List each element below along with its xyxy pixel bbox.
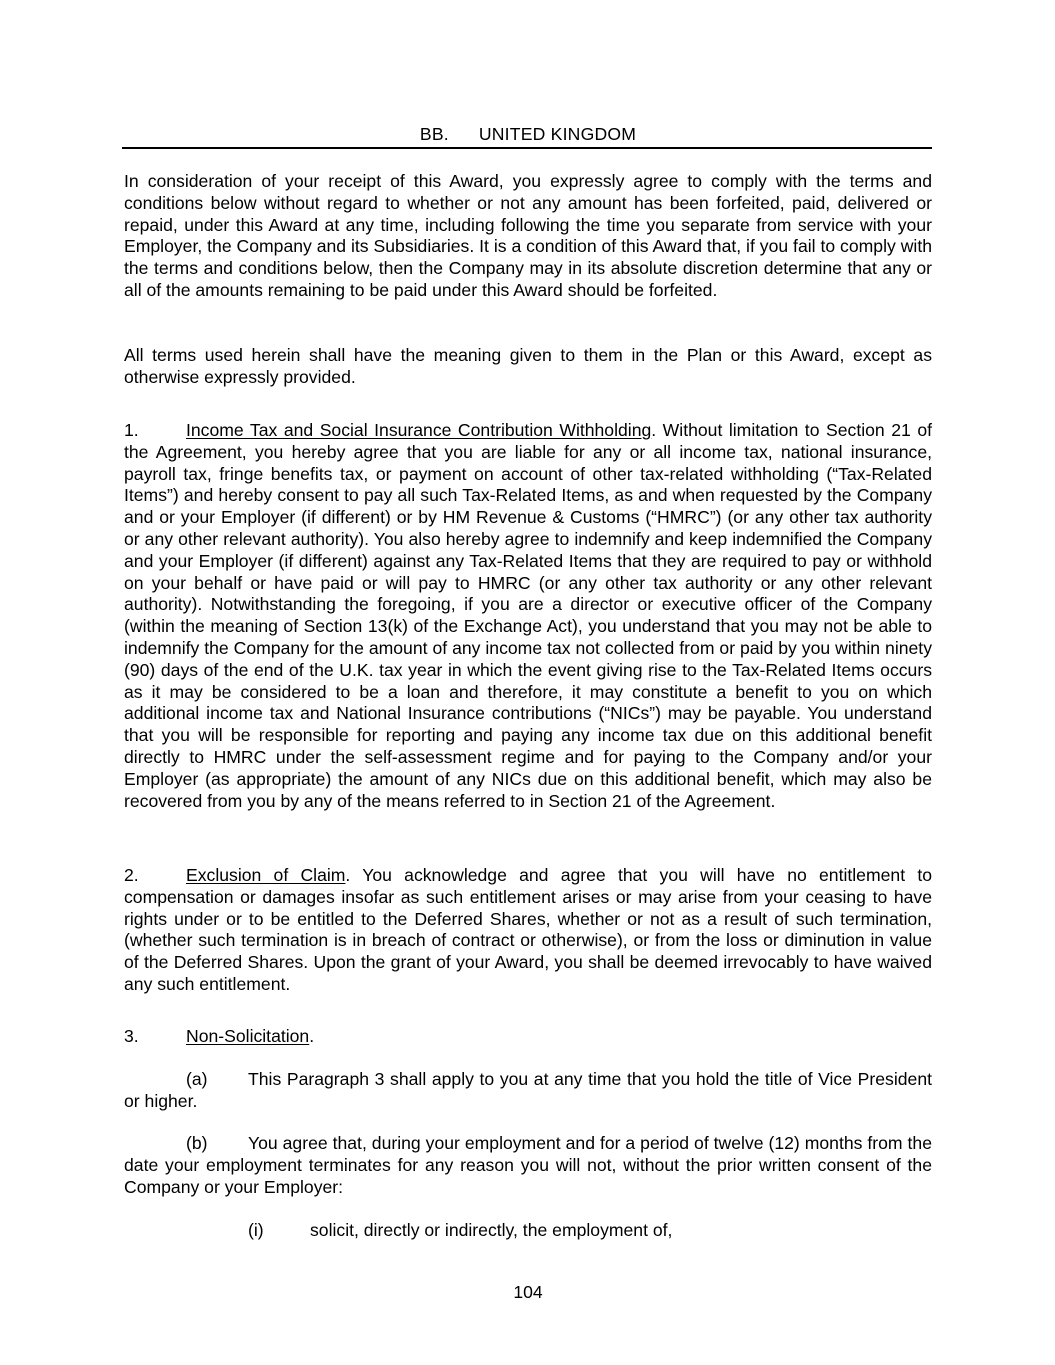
subsection-a-label: (a) bbox=[186, 1069, 208, 1089]
subsection-b bbox=[124, 1133, 932, 1198]
section-heading bbox=[124, 124, 932, 146]
subsection-b-text: You agree that, during your employment and for a period of twelve (12) months from the date your employment terminates for any reason you will not, without the prior written consent of the Company or your Employer: bbox=[124, 1133, 932, 1197]
section-1-paragraph bbox=[124, 420, 932, 812]
item-i-text: solicit, directly or indirectly, the employment of, bbox=[310, 1220, 673, 1240]
heading-rule bbox=[122, 147, 932, 149]
item-i bbox=[248, 1220, 672, 1242]
intro-paragraph-1: In consideration of your receipt of this Award, you expressly agree to comply with the terms and conditions below without regard to whether or not any amount has been forfeited, paid, delivered or repaid, under this Award at any time, including following the time you separate from service with your Employer, the Company and its Subsidiaries. It is a condition of this Award that, if you fail to comply with the terms and conditions below, then the Company may in its absolute discretion determine that any or all of the amounts remaining to be paid under this Award should be forfeited. bbox=[124, 171, 932, 300]
item-i-label: (i) bbox=[248, 1220, 264, 1240]
section-3-paragraph bbox=[124, 1026, 932, 1048]
section-title: UNITED KINGDOM bbox=[478, 124, 637, 144]
section-3-title: Non-Solicitation bbox=[186, 1026, 310, 1046]
section-2-text: . You acknowledge and agree that you will have no entitlement to compensation or damages insofar as such entitlement arises or may arise from your ceasing to have rights under or to be entitled to the Deferred Shares, whether or not as a result of such termination, (whether such termination is in breach of contract or otherwise), or from the loss or diminution in value of the Deferred Shares. Upon the grant of your Award, you shall be deemed irrevocably to have waived any such entitlement. bbox=[124, 865, 932, 994]
section-2-paragraph bbox=[124, 865, 932, 996]
section-letter: BB. bbox=[419, 124, 449, 144]
subsection-a bbox=[124, 1069, 932, 1113]
section-2-title: Exclusion of Claim bbox=[186, 865, 346, 885]
subsection-b-label: (b) bbox=[186, 1133, 208, 1153]
section-1-number: 1. bbox=[124, 420, 139, 440]
section-3-number: 3. bbox=[124, 1026, 139, 1046]
section-3-text: . bbox=[309, 1026, 315, 1046]
section-2-number: 2. bbox=[124, 865, 139, 885]
section-1-title: Income Tax and Social Insurance Contribution Withholding bbox=[186, 420, 652, 440]
intro-paragraph-2: All terms used herein shall have the meaning given to them in the Plan or this Award, except as otherwise expressly provided. bbox=[124, 345, 932, 387]
page-number: 104 bbox=[513, 1282, 543, 1302]
subsection-a-text: This Paragraph 3 shall apply to you at any time that you hold the title of Vice President or higher. bbox=[124, 1069, 932, 1111]
section-1-text: . Without limitation to Section 21 of the Agreement, you hereby agree that you are liable for any or all income tax, national insurance, payroll tax, fringe benefits tax, or payment on account of other tax-related withholding (“Tax-Related Items”) and hereby consent to pay all such Tax-Related Items, as and when requested by the Company and or your Employer (if different) or by HM Revenue & Customs (“HMRC”) (or any other tax authority or any other relevant authority). You also hereby agree to indemnify and keep indemnified the Company and your Employer (if different) against any Tax-Related Items that they are required to pay or withhold on your behalf or have paid or will pay to HMRC (or any other tax authority or any other relevant authority). Notwithstanding the foregoing, if you are a director or executive officer of the Company (within the meaning of Section 13(k) of the Exchange Act), you understand that you may not be able to indemnify the Company for the amount of any income tax not collected from or paid by you within ninety (90) days of the end of the U.K. tax year in which the event giving rise to the Tax-Related Items occurs as it may be considered to be a loan and therefore, it may constitute a benefit to you on which additional income tax and National Insurance contributions (“NICs”) may be payable. You understand that you will be responsible for reporting and paying any income tax due on this additional benefit directly to HMRC under the self-assessment regime and for paying to the Company and/or your Employer (as appropriate) the amount of any NICs due on this additional benefit, which may also be recovered from you by any of the means referred to in Section 21 of the Agreement. bbox=[124, 420, 932, 811]
